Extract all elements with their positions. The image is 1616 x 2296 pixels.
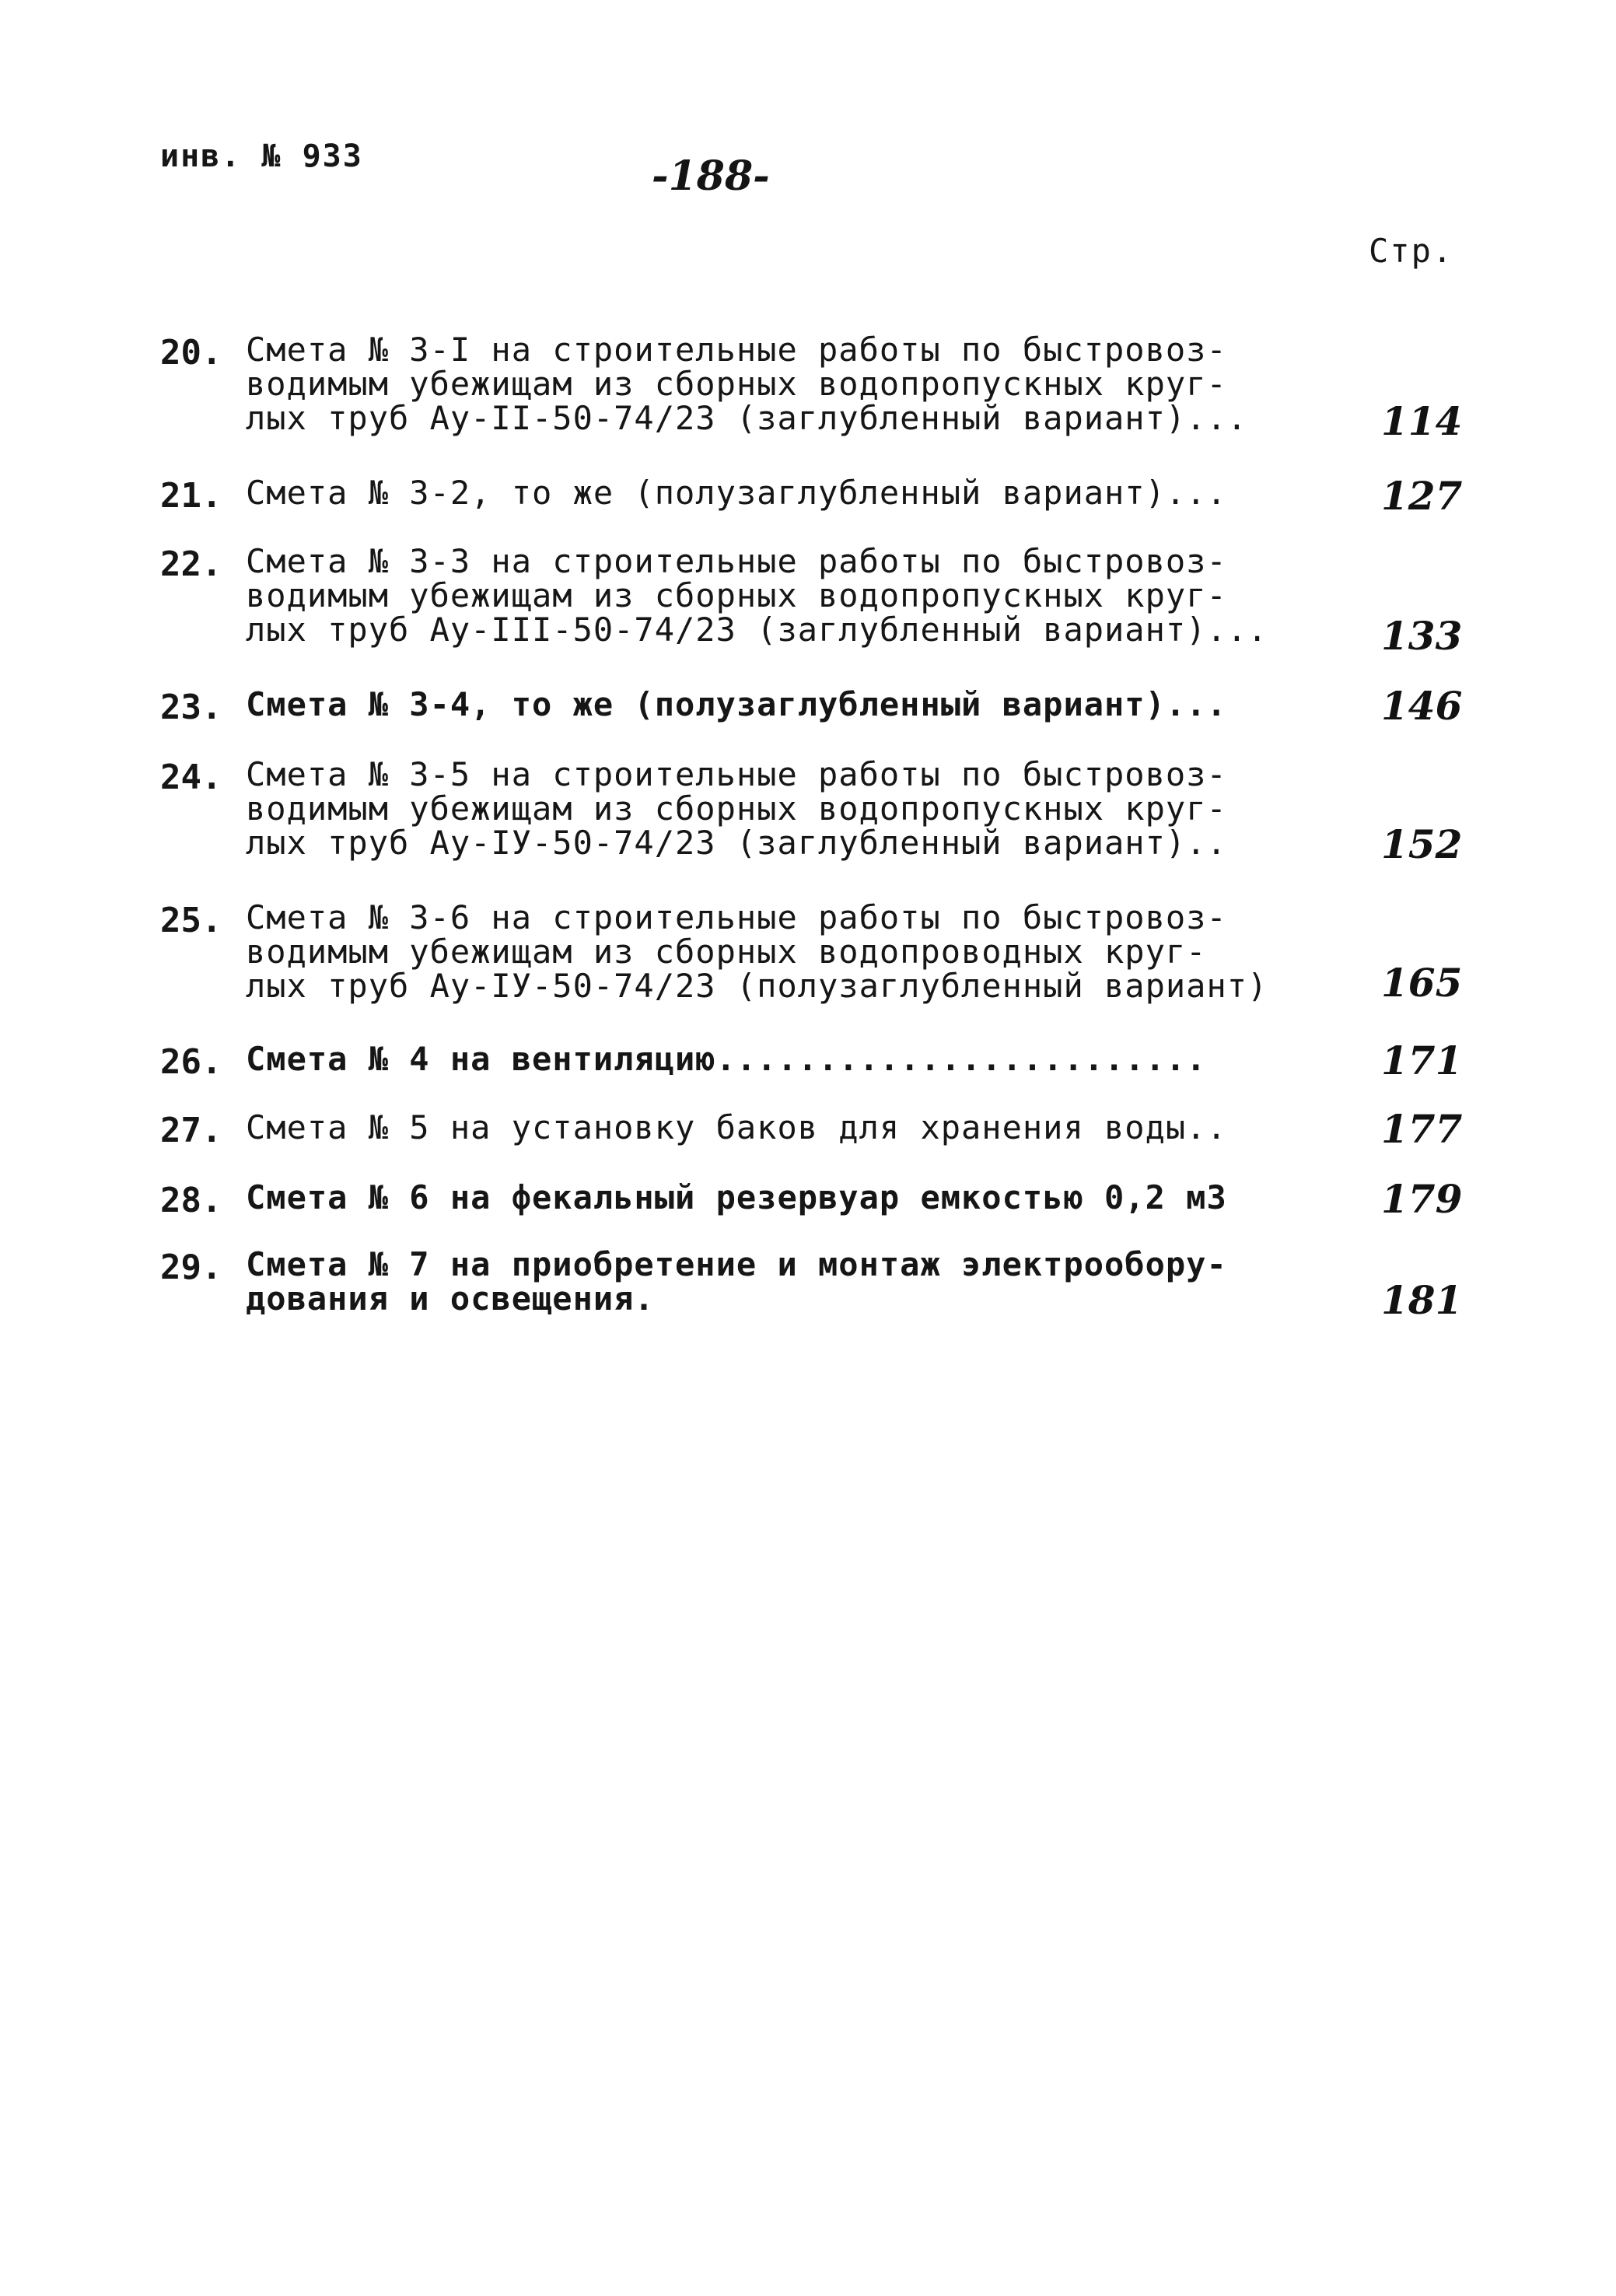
entry-number: 28. (160, 1181, 222, 1220)
entry-text (246, 333, 1459, 436)
entry-line: лых труб Ау-IУ-50-74/23 (полузаглубленный вариант) (246, 967, 1268, 1005)
entry-line: лых труб Ау-II-50-74/23 (заглубленный вариант)... (246, 399, 1248, 437)
entry-page: 179 (1381, 1176, 1463, 1222)
entry-number: 29. (160, 1248, 222, 1287)
entry-page: 127 (1381, 473, 1463, 519)
entry-line: дования и освещения. (246, 1279, 655, 1318)
entry-number: 25. (160, 901, 222, 940)
entry-line: лых труб Ау-IУ-50-74/23 (заглубленный вариант).. (246, 824, 1227, 862)
entry-line: Смета № 3-3 на строительные работы по быстровоз- (246, 542, 1227, 580)
entry-text (246, 1042, 1459, 1076)
entry-text (246, 1178, 1459, 1216)
entry-text (246, 1245, 1459, 1318)
entry-line: Смета № 3-4, то же (полузаглубленный вариант)... (246, 685, 1227, 723)
entry-line: водимым убежищам из сборных водопроводных круг- (246, 933, 1207, 971)
entry-line: Смета № 3-5 на строительные работы по быстровоз- (246, 755, 1227, 793)
entry-line: Смета № 5 на установку баков для хранения воды.. (246, 1108, 1227, 1146)
page-number: -188- (652, 152, 770, 200)
entry-number: 27. (160, 1111, 222, 1150)
entry-text (246, 898, 1459, 1005)
inventory-number: инв. № 933 (160, 138, 363, 174)
entry-page: 165 (1381, 960, 1463, 1006)
entry-number: 21. (160, 476, 222, 516)
entry-line: Смета № 6 на фекальный резервуар емкостью 0,2 м3 (246, 1178, 1227, 1216)
entry-page: 177 (1381, 1106, 1463, 1152)
entry-number: 24. (160, 758, 222, 797)
entry-page: 171 (1381, 1038, 1463, 1083)
entry-line: Смета № 3-6 на строительные работы по быстровоз- (246, 898, 1227, 936)
entry-text (246, 544, 1459, 647)
entry-number: 22. (160, 544, 222, 584)
entry-line: Смета № 7 на приобретение и монтаж электрообору- (246, 1245, 1227, 1283)
entry-text (246, 476, 1459, 510)
entry-line: Смета № 4 на вентиляцию........................ (246, 1040, 1207, 1078)
entry-page: 133 (1381, 613, 1463, 659)
entry-line: водимым убежищам из сборных водопропускных круг- (246, 576, 1227, 614)
entry-number: 26. (160, 1042, 222, 1082)
entry-line: водимым убежищам из сборных водопропускных круг- (246, 365, 1227, 403)
entry-line: Смета № 3-2, то же (полузаглубленный вариант)... (246, 474, 1227, 512)
entry-line: лых труб Ау-III-50-74/23 (заглубленный вариант)... (246, 611, 1268, 649)
entry-number: 23. (160, 688, 222, 727)
entry-page: 146 (1381, 683, 1463, 729)
entry-page: 152 (1381, 821, 1463, 867)
entry-line: водимым убежищам из сборных водопропускных круг- (246, 789, 1227, 828)
entry-line: Смета № 3-I на строительные работы по быстровоз- (246, 331, 1227, 369)
entry-page: 181 (1381, 1277, 1463, 1323)
entry-text (246, 685, 1459, 723)
entry-number: 20. (160, 333, 222, 373)
entry-text (246, 1108, 1459, 1146)
entry-text (246, 755, 1459, 862)
page-column-label: Стр. (1369, 232, 1454, 270)
entry-page: 114 (1381, 398, 1463, 444)
